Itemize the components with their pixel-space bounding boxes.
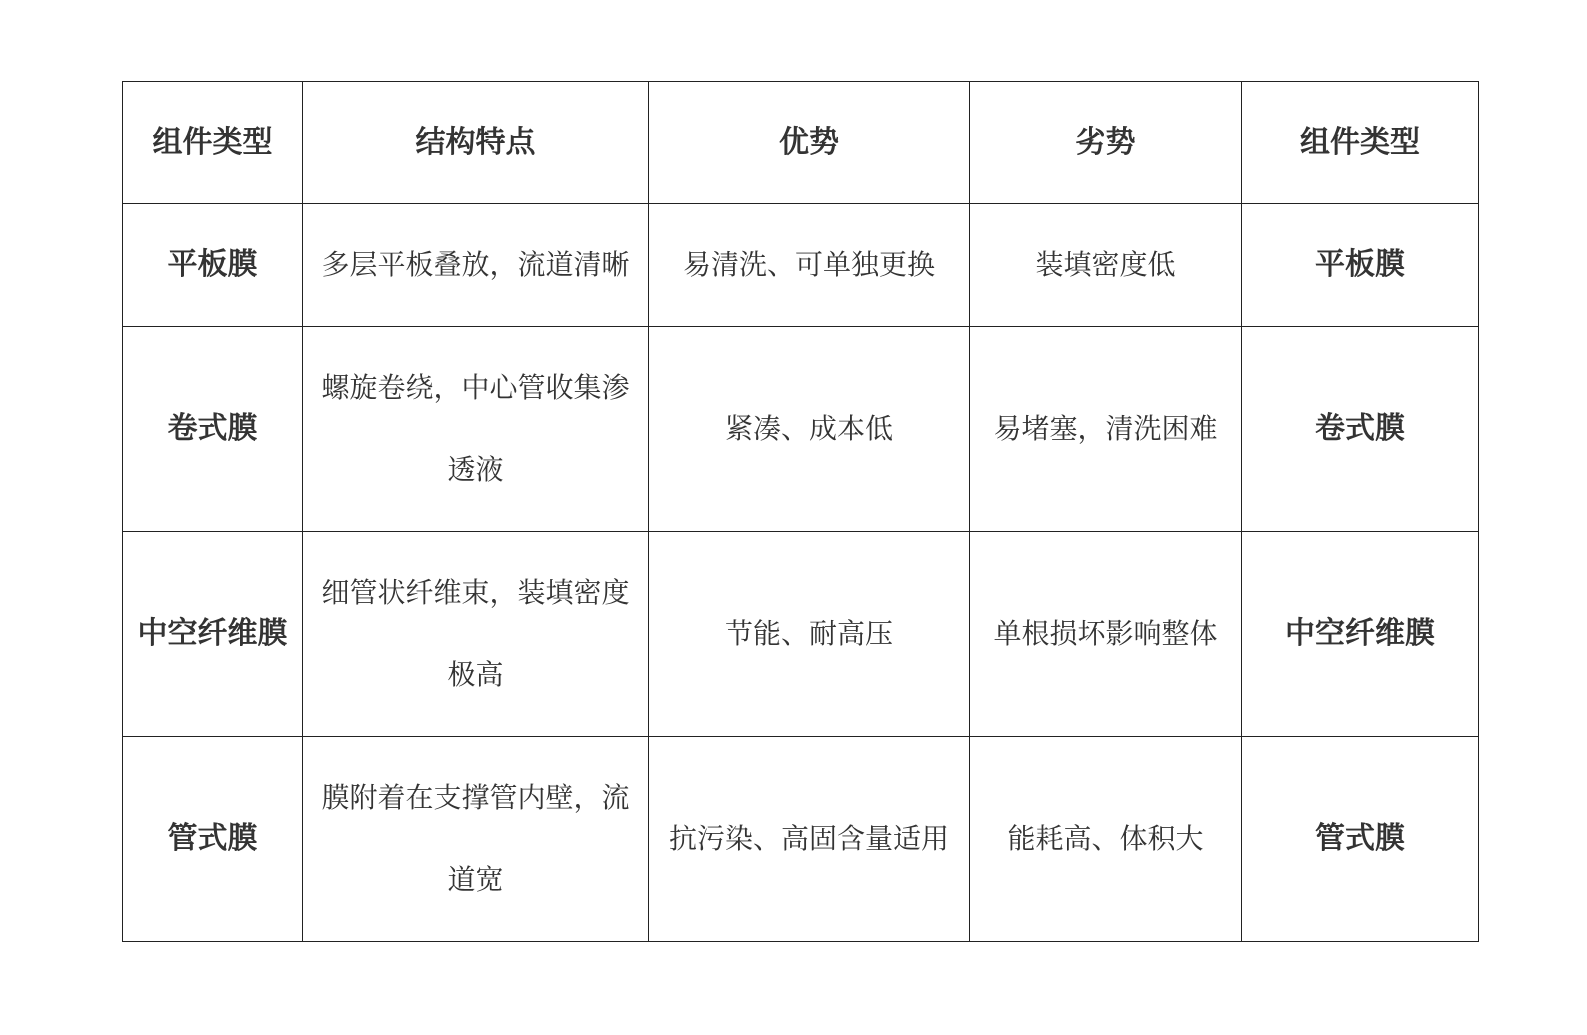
table-header-row <box>123 82 1479 204</box>
row-structure-cell: 细管状纤维束，装填密度极高 <box>303 532 649 737</box>
row-disadvantage-cell: 装填密度低 <box>970 204 1242 327</box>
row-structure-cell: 膜附着在支撑管内壁，流道宽 <box>303 737 649 942</box>
header-cell-component-type: 组件类型 <box>123 82 303 204</box>
row-disadvantage-cell: 单根损坏影响整体 <box>970 532 1242 737</box>
header-cell-structure: 结构特点 <box>303 82 649 204</box>
row-disadvantage-cell: 易堵塞，清洗困难 <box>970 327 1242 532</box>
header-cell-advantages: 优势 <box>649 82 970 204</box>
row-advantage-cell: 抗污染、高固含量适用 <box>649 737 970 942</box>
table-row <box>123 532 1479 737</box>
row-type-cell: 卷式膜 <box>123 327 303 532</box>
row-advantage-cell: 节能、耐高压 <box>649 532 970 737</box>
comparison-table-container <box>122 81 1479 942</box>
row-type-cell: 平板膜 <box>123 204 303 327</box>
row-advantage-cell: 易清洗、可单独更换 <box>649 204 970 327</box>
header-cell-disadvantages: 劣势 <box>970 82 1242 204</box>
row-type-cell-2: 平板膜 <box>1242 204 1479 327</box>
row-type-cell-2: 管式膜 <box>1242 737 1479 942</box>
row-structure-cell: 螺旋卷绕，中心管收集渗透液 <box>303 327 649 532</box>
row-structure-cell: 多层平板叠放，流道清晰 <box>303 204 649 327</box>
row-disadvantage-cell: 能耗高、体积大 <box>970 737 1242 942</box>
row-type-cell: 中空纤维膜 <box>123 532 303 737</box>
table-row <box>123 327 1479 532</box>
row-type-cell-2: 中空纤维膜 <box>1242 532 1479 737</box>
header-cell-component-type-2: 组件类型 <box>1242 82 1479 204</box>
membrane-comparison-table <box>122 81 1479 942</box>
table-row <box>123 204 1479 327</box>
row-advantage-cell: 紧凑、成本低 <box>649 327 970 532</box>
table-row <box>123 737 1479 942</box>
row-type-cell-2: 卷式膜 <box>1242 327 1479 532</box>
row-type-cell: 管式膜 <box>123 737 303 942</box>
